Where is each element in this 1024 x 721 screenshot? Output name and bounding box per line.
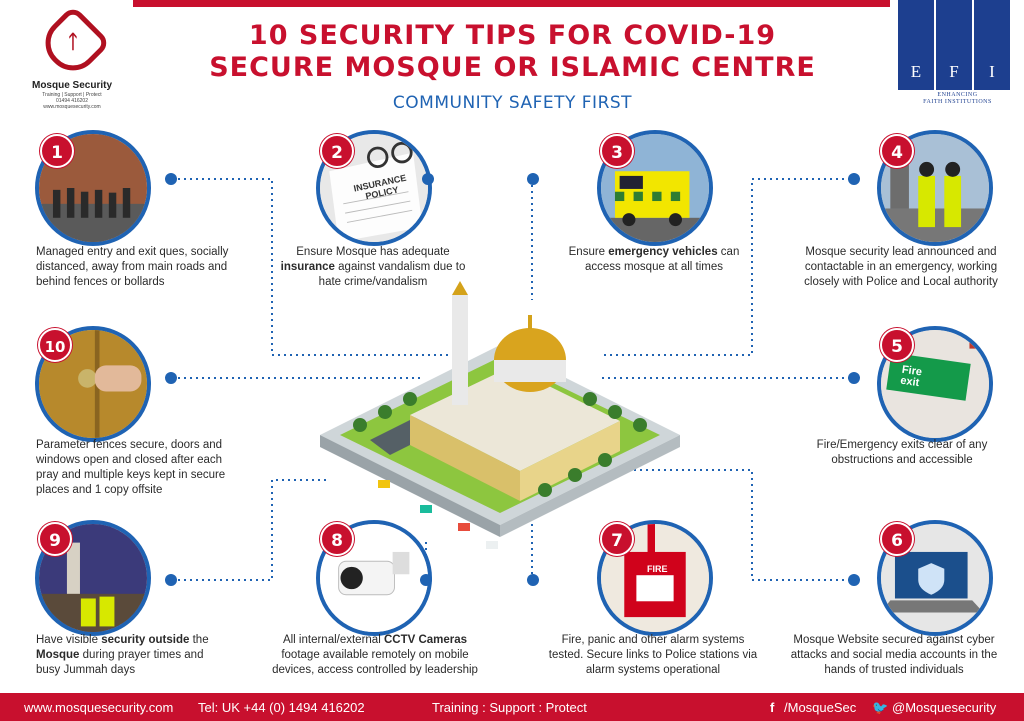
tip-9-text-bold-1: security outside [101,634,190,646]
logo-url: www.mosquesecurity.com [43,104,101,110]
tip-9-connector-dot [165,574,177,586]
tip-7-number: 7 [600,522,634,556]
tip-5-number: 5 [880,328,914,362]
footer-phone: Tel: UK +44 (0) 1494 416202 [198,700,365,715]
tip-5-connector-dot [848,372,860,384]
tip-8-text-post: footage available remotely on mobile devices, access controlled by leadership [272,649,478,676]
tip-9-number: 9 [38,522,72,556]
fire-exit-line1: Fire [901,363,923,379]
twitter-icon: 🐦 [872,700,889,715]
tip-3-number: 3 [600,134,634,168]
efi-letter-e: E [898,0,934,90]
tip-5-text: Fire/Emergency exits clear of any obstructions and accessible [816,439,988,466]
logo-name: Mosque Security [31,80,113,91]
footer-tagline: Training : Support : Protect [432,700,587,715]
tip-2-text [280,245,466,290]
tip-7-connector-dot [527,574,539,586]
page-title-line1: 10 SECURITY TIPS FOR COVID-19 [248,20,777,51]
tip-10-number: 10 [38,328,72,362]
footer-twitter-link[interactable]: @Mosquesecurity [892,700,997,715]
insurance-policy-label: INSURANCE POLICY [352,172,408,202]
tip-7-text: Fire, panic and other alarm systems tested. Secure links to Police stations via alarm systems operational [548,634,758,676]
logo-phone: 01494 416202 [56,98,88,104]
tip-4-number: 4 [880,134,914,168]
tip-4-connector-dot [848,173,860,185]
footer-website-link[interactable]: www.mosquesecurity.com [24,700,174,715]
tip-2-text-post: against vandalism due to hate crime/vandalism [318,261,466,288]
tip-2-connector-dot [422,173,434,185]
tip-1-connector-dot [165,173,177,185]
facebook-icon: f [770,700,775,715]
tip-8-connector-dot [420,574,432,586]
tip-9-text-mid: the [189,634,209,646]
tip-10-connector-dot [165,372,177,384]
tip-1-number: 1 [40,134,74,168]
efi-letter-f: F [936,0,972,90]
tip-6-number: 6 [880,522,914,556]
fire-exit-line2: exit [899,374,921,390]
footer-bar [0,693,1024,721]
tip-3-text-post: can access mosque at all times [584,246,740,273]
fire-exit-sign [900,365,923,390]
tip-3-connector-dot [527,173,539,185]
tip-10-text: Parameter fences secure, doors and windows open and closed after each pray and multiple keys kept in secure places and 1 copy offsite [36,439,226,496]
tip-6-connector-dot [848,574,860,586]
efi-tagline-1: ENHANCING [937,92,978,98]
tip-2-text-pre: Ensure Mosque has adequate [296,246,450,258]
tip-3-text-pre: Ensure [568,246,609,258]
worshipper-icon: ᛏ [67,32,79,53]
efi-letter-i: I [974,0,1010,90]
tip-9-text-bold-2: Mosque [36,649,80,661]
tip-9-text-pre: Have visible [36,634,102,646]
footer-facebook-link[interactable]: /MosqueSec [784,700,857,715]
tip-2-number: 2 [320,134,354,168]
page-subtitle: COMMUNITY SAFETY FIRST [392,93,633,113]
tip-8-number: 8 [320,522,354,556]
tip-8-text [270,633,480,678]
tip-9-text [36,633,216,678]
page-title-line2: SECURE MOSQUE OR ISLAMIC CENTRE [209,52,816,83]
tip-3-text-bold: emergency vehicles [608,246,718,258]
tip-3-text [556,245,752,275]
tip-8-text-pre: All internal/external [282,634,384,646]
tip-6-text: Mosque Website secured against cyber attacks and social media accounts in the hands of trusted individuals [790,634,998,676]
fire-alarm-label: FIRE [647,564,668,574]
tip-2-text-bold: insurance [280,261,335,273]
tip-8-text-bold: CCTV Cameras [383,634,468,646]
efi-tagline-2: FAITH INSTITUTIONS [923,99,992,105]
tip-9-text-post: during prayer times and busy Jummah days [36,649,204,676]
tip-4-text: Mosque security lead announced and contactable in an emergency, working closely with Police and Local authority [804,246,998,288]
tip-1-text: Managed entry and exit ques, socially distanced, away from main roads and behind fences or bollards [36,246,229,288]
logo-tagline: Training | Support | Protect [42,92,102,98]
